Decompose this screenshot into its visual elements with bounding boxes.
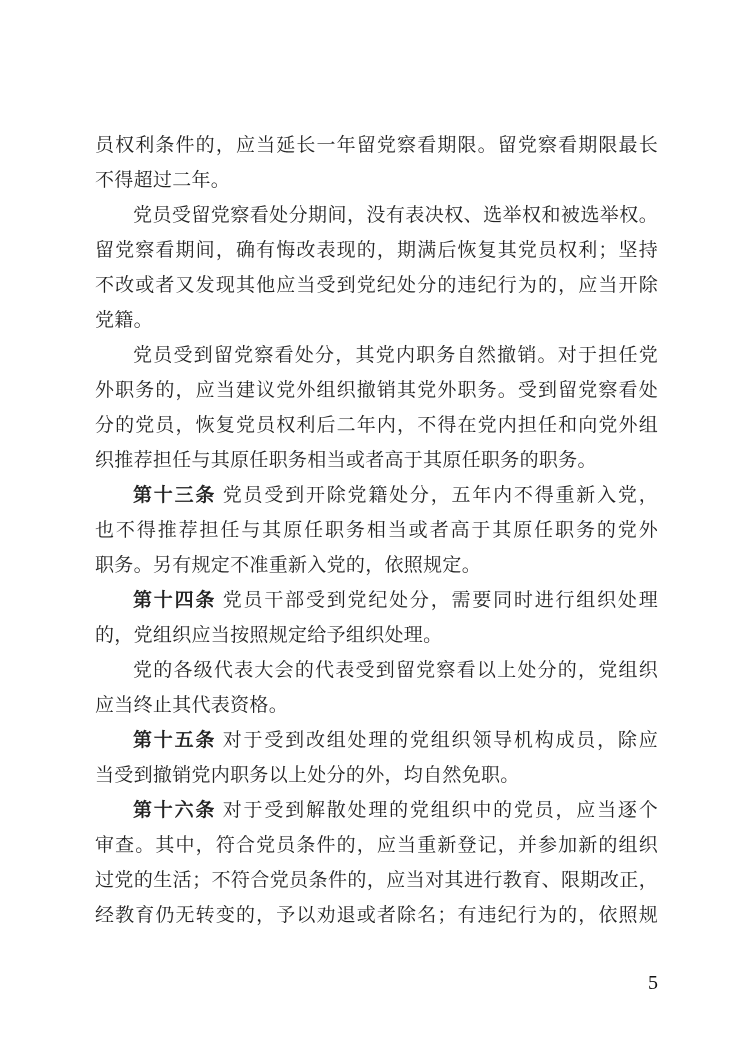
text-line: 职务。另有规定不准重新入党的，依照规定。 <box>95 555 482 576</box>
text-line: 当受到撤销党内职务以上处分的外，均自然免职。 <box>95 765 520 786</box>
article-number: 第十四条 <box>133 590 217 611</box>
text-line: 织推荐担任与其原任职务相当或者高于其原任职务的职务。 <box>95 450 597 471</box>
text-line <box>95 478 658 513</box>
text-line: 过党的生活；不符合党员条件的，应当对其进行教育、限期改正， <box>95 870 658 891</box>
text-line: 不得超过二年。 <box>95 170 231 191</box>
text-line <box>95 583 658 618</box>
text-line: 经教育仍无转变的，予以劝退或者除名；有违纪行为的，依照规 <box>95 905 658 926</box>
text-line: 外职务的，应当建议党外组织撤销其党外职务。受到留党察看处 <box>95 380 658 401</box>
text-line: 的，党组织应当按照规定给予组织处理。 <box>95 625 443 646</box>
article-text: 党员干部受到党纪处分，需要同时进行组织处理 <box>216 590 659 611</box>
article-number: 第十三条 <box>133 485 217 506</box>
text-line: 员权利条件的，应当延长一年留党察看期限。留党察看期限最长 <box>95 135 658 156</box>
text-line: 党员受到留党察看处分，其党内职务自然撤销。对于担任党 <box>133 345 658 366</box>
text-line: 不改或者又发现其他应当受到党纪处分的违纪行为的，应当开除 <box>95 275 658 296</box>
text-line <box>95 793 658 828</box>
text-line: 党员受留党察看处分期间，没有表决权、选举权和被选举权。 <box>133 205 658 226</box>
text-line: 应当终止其代表资格。 <box>95 695 289 716</box>
text-line: 党的各级代表大会的代表受到留党察看以上处分的，党组织 <box>133 660 658 681</box>
text-line: 审查。其中，符合党员条件的，应当重新登记，并参加新的组织 <box>95 835 658 856</box>
article-text: 对于受到改组处理的党组织领导机构成员，除应 <box>216 730 659 751</box>
document-text <box>95 128 658 933</box>
text-line <box>95 723 658 758</box>
article-text: 党员受到开除党籍处分，五年内不得重新入党， <box>216 485 659 506</box>
text-line: 分的党员，恢复党员权利后二年内，不得在党内担任和向党外组 <box>95 415 658 436</box>
text-line: 也不得推荐担任与其原任职务相当或者高于其原任职务的党外 <box>95 520 658 541</box>
article-text: 对于受到解散处理的党组织中的党员，应当逐个 <box>216 800 659 821</box>
article-number: 第十五条 <box>133 730 217 751</box>
article-number: 第十六条 <box>133 800 217 821</box>
text-line: 党籍。 <box>95 310 153 331</box>
text-line: 留党察看期间，确有悔改表现的，期满后恢复其党员权利；坚持 <box>95 240 658 261</box>
page-number: 5 <box>648 972 658 994</box>
